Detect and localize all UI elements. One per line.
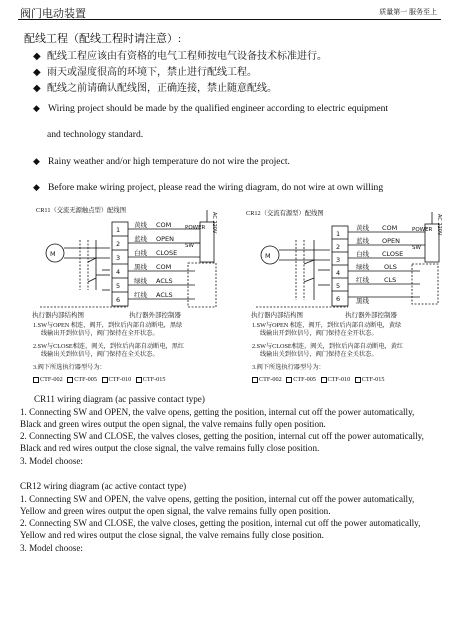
cr12-wiring-line-5: 3. Model choose: (20, 543, 83, 553)
cr12-wiring-line-4: Yellow and red wires output the close signal, the valve remains fully close position. (20, 530, 324, 540)
cr11-wire-6: 红线 (134, 291, 147, 299)
header-slogan: 质量第一 服务至上 (379, 8, 437, 16)
cr12-terminal-2: 2 (336, 243, 341, 251)
cr11-note-3: 3.阀下所选执行器型号为： (33, 364, 106, 371)
cr12-note-2 (252, 343, 403, 359)
cr12-caption: CR12（交流有源型）配线图 (246, 210, 324, 217)
cr11-note-2b: 线输出关到位信号，阀门保持在全关状态。 (41, 351, 159, 359)
cr11-wiring-line-1: 1. Connecting SW and OPEN, the valve opens, getting the position, internal cut off the power automatically, (20, 407, 415, 417)
cr11-signal-6: ACLS (156, 291, 173, 299)
checkbox-icon (286, 377, 292, 383)
cr12-sw-label: SW (412, 245, 421, 251)
cr12-wire-2: 蓝线 (356, 237, 369, 245)
cr11-power-label: POWER (185, 225, 206, 231)
cr12-wiring-line-2: Yellow and green wires output the open signal, the valve remains fully open position. (20, 506, 331, 516)
cr11-wiring-line-5: 3. Model choose: (20, 456, 83, 466)
cr12-terminal-3: 3 (336, 256, 341, 264)
cr12-note-1 (252, 322, 401, 338)
cr12-wire-5: 红线 (356, 276, 369, 284)
diamond-bullet-icon: ◆ (33, 156, 40, 166)
diamond-bullet-icon: ◆ (33, 51, 41, 62)
cr11-terminal-5: 5 (116, 282, 121, 290)
cr11-wire-1: 黄线 (134, 221, 147, 229)
cr12-signal-5: CLS (384, 276, 397, 284)
cr12-note-2a: 2.SW与CLOSE相连，阀关，到位后内部自动断电，黄红 (252, 343, 404, 350)
note-cn-3: ◆ 配线之前请确认配线图，正确连接，禁止随意配线。 (33, 83, 277, 94)
cr11-signal-5: ACLS (156, 277, 173, 285)
cr11-wire-2: 蓝线 (134, 235, 147, 243)
note-en-1-cont: and technology standard. (47, 129, 144, 140)
cr11-label-left: 执行器内部结构图 (32, 312, 84, 319)
cr12-terminal-6: 6 (336, 295, 341, 303)
note-en-3: ◆ Before make wiring project, please read the wiring diagram, do not wire at own willing (33, 182, 384, 193)
cr11-wiring-title: CR11 wiring diagram (ac passive contact type) (34, 394, 205, 404)
note-cn-2: ◆ 雨天或湿度很高的环境下，禁止进行配线工程。 (33, 67, 257, 78)
cr12-terminal-1: 1 (336, 230, 341, 238)
note-en-1: ◆ Wiring project should be made by the qualified engineer according to electric equipment (33, 103, 389, 114)
cr11-wire-5: 绿线 (134, 277, 147, 285)
cr11-signal-4: COM (156, 263, 172, 271)
cr12-label-left: 执行器内部结构图 (251, 312, 303, 319)
header-title: 阀门电动装置 (20, 8, 86, 20)
note-en-2: ◆ Rainy weather and/or high temperature do not wire the project. (33, 156, 290, 167)
cr11-note-1a: 1.SW与OPEN 相连，阀开，到位后内部自动断电，黑绿 (33, 322, 183, 329)
cr12-signal-2: OPEN (382, 237, 401, 245)
cr11-motor-label: M (50, 250, 56, 258)
cr12-signal-1: COM (382, 224, 398, 232)
checkbox-icon (321, 377, 327, 383)
diamond-bullet-icon: ◆ (33, 103, 40, 113)
cr12-label-right: 执行器外部控制器 (345, 312, 397, 319)
cr11-terminal-4: 4 (116, 268, 121, 276)
diamond-bullet-icon: ◆ (33, 182, 40, 192)
cr12-wire-6: 黑线 (356, 297, 369, 305)
cr11-caption: CR11（交流无源触点型）配线图 (36, 207, 127, 214)
diamond-bullet-icon: ◆ (33, 83, 41, 94)
cr11-terminal-1: 1 (116, 226, 121, 234)
note-cn-1: ◆ 配线工程应该由有资格的电气工程师按电气设备技术标准进行。 (33, 51, 327, 62)
cr12-ac-label: AC 220V (436, 214, 442, 236)
cr12-terminal-block (332, 226, 348, 306)
cr11-terminal-6: 6 (116, 296, 121, 304)
cr11-wiring-line-3: 2. Connecting SW and CLOSE, the valves closes, getting the position, internal cut off the power automatically, (20, 431, 424, 441)
checkbox-icon (355, 377, 361, 383)
section-title: 配线工程（配线工程时请注意）: (24, 33, 182, 45)
cr11-sw-label: SW (185, 243, 194, 249)
cr12-wire-4: 绿线 (356, 263, 369, 271)
cr11-wiring-line-4: Black and red wires output the close signal, the valve remains fully close position. (20, 443, 320, 453)
cr12-terminal-5: 5 (336, 282, 341, 290)
cr11-label-right: 执行器外部控制器 (129, 312, 181, 319)
cr12-model-options: CTF-002 CTF-005 CTF-010 CTF-015 (249, 376, 384, 383)
cr12-note-2b: 线输出关到位信号，阀门保持在全关状态。 (260, 351, 378, 359)
cr11-note-2a: 2.SW与CLOSE相连，阀关，到位后内部自动断电，黑红 (33, 343, 185, 350)
cr11-model-options: CTF-002 CTF-005 CTF-010 CTF-015 (30, 376, 165, 383)
cr11-wire-4: 黑线 (134, 263, 147, 271)
checkbox-icon (252, 377, 258, 383)
cr11-terminal-3: 3 (116, 254, 121, 262)
cr11-wire-3: 白线 (134, 249, 147, 257)
cr11-ac-label: AC 220V (211, 212, 217, 234)
cr12-wire-3: 白线 (356, 250, 369, 258)
cr12-note-1a: 1.SW与OPEN 相连，阀开，到位后内部自动断电，黄绿 (252, 322, 402, 329)
cr11-note-1b: 线输出开到位信号，阀门保持在全开状态。 (41, 330, 159, 338)
cr12-wiring-title: CR12 wiring diagram (ac active contact type) (20, 481, 187, 491)
cr12-wire-1: 黄线 (356, 224, 369, 232)
cr11-signal-2: OPEN (156, 235, 175, 243)
cr12-signal-4: OLS (384, 263, 397, 271)
cr12-signal-3: CLOSE (382, 250, 404, 258)
cr12-terminal-4: 4 (336, 269, 341, 277)
cr11-wiring-line-2: Black and green wires output the open signal, the valve remains fully open position. (20, 419, 326, 429)
cr12-note-3: 3.阀下所选执行器型号为： (252, 364, 325, 371)
cr12-motor-label: M (265, 252, 271, 260)
cr12-wiring-line-3: 2. Connecting SW and CLOSE, the valve closes, getting the position, internal cut off the power automatically, (20, 518, 421, 528)
cr12-power-label: POWER (412, 227, 433, 233)
diamond-bullet-icon: ◆ (33, 67, 41, 78)
cr11-signal-3: CLOSE (156, 249, 178, 257)
cr11-signal-1: COM (156, 221, 172, 229)
cr12-note-1b: 线输出开到位信号，阀门保持在全开状态。 (260, 330, 378, 338)
cr11-terminal-2: 2 (116, 240, 121, 248)
cr12-wiring-line-1: 1. Connecting SW and OPEN, the valve opens, getting the position, internal cut off the power automatically, (20, 494, 415, 504)
